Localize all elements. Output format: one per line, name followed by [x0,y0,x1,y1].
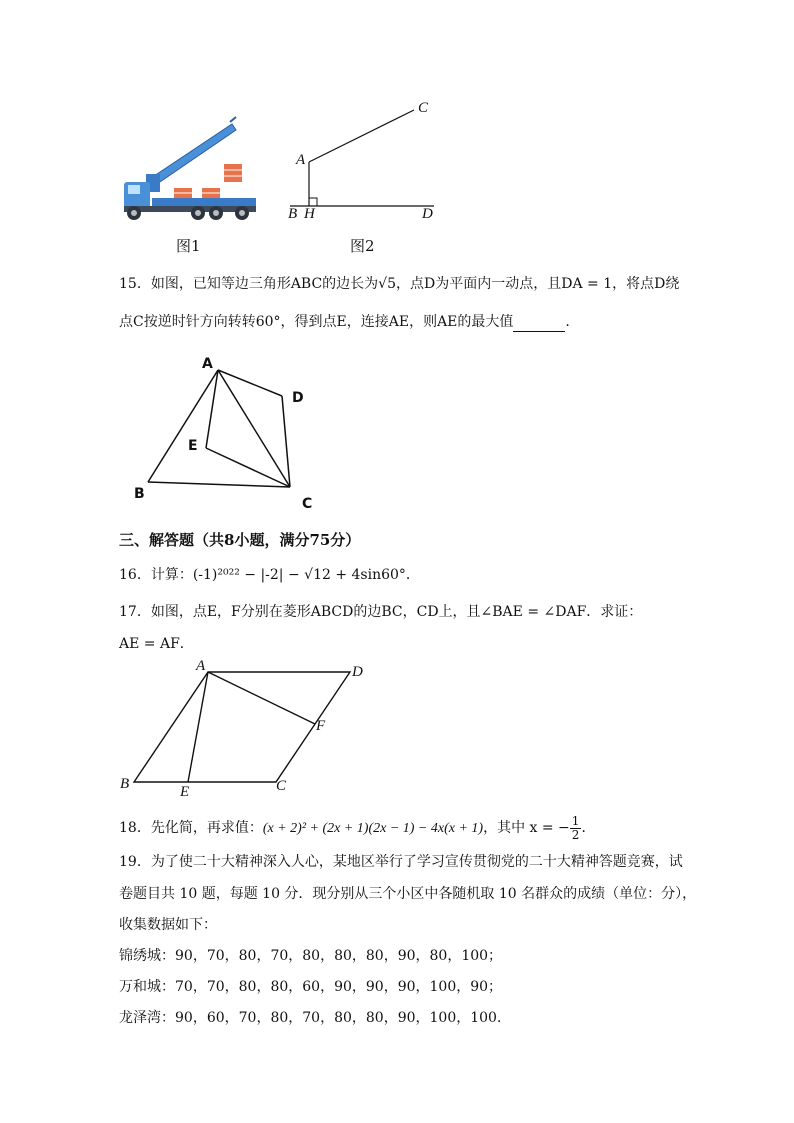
q15-figure [130,350,340,516]
q17-label-c: C [276,778,287,794]
q19-row-name: 龙泽湾 [119,1010,161,1026]
q17-line-2: AE = AF． [119,636,194,652]
q19-line-2: 卷题目共 10 题，每题 10 分．现分别从三个小区中各随机取 10 名群众的成绩（单位：分）， [119,886,697,902]
q17-line-1: 17．如图，点E，F分别在菱形ABCD的边BC，CD上，且∠BAE = ∠DAF．求证： [119,604,643,620]
q15-label-e: E [188,438,198,454]
q18-condition: ，其中 x = − [483,820,570,836]
q18-text [119,814,595,843]
q18-prefix: 18．先化简，再求值： [119,820,263,836]
q17-rhombus-diagram [110,656,380,806]
q18-expression: (x + 2)² + (2x + 1)(2x − 1) − 4x(x + 1) [262,821,484,836]
q15-line-1: 15．如图，已知等边三角形ABC的边长为√5，点D为平面内一动点，且DA = 1，将点D绕 [119,276,680,292]
crane-truck-illustration [112,112,262,224]
q19-line-1: 19．为了使二十大精神深入人心，某地区举行了学习宣传贯彻党的二十大精神答题竞赛，试 [119,854,683,870]
edge-ae [206,370,218,448]
q19-row-values: ：90，60，70，80，70，80，80，90，100，100． [161,1010,511,1026]
fig2-label-c: C [418,100,429,116]
figure-2-geometry [284,96,444,228]
q17-label-e: E [180,784,190,800]
segment-af [208,672,315,724]
q17-label-b: B [120,776,130,792]
edge-ab [148,370,218,482]
figure-1-crane-truck [112,112,262,224]
q15-triangle-diagram [130,350,340,516]
q19-line-3: 收集数据如下： [119,917,217,933]
fig2-label-h: H [304,206,315,222]
q19-row-values: ：90，70，80，70，80，80，80，90，80，100； [161,948,503,964]
fig2-label-d: D [422,206,433,222]
figure-1-caption: 图1 [176,237,201,255]
q15-label-a: A [202,356,213,372]
fig2-label-b: B [288,206,298,222]
q15-line-2-end: . [565,314,570,330]
q15-label-c: C [302,496,313,512]
q18-fraction [570,815,582,842]
answer-blank [513,317,565,332]
q19-row-wanhecheng [119,977,502,997]
fig2-label-a: A [296,152,306,168]
edge-dc [282,396,290,487]
figure-2-caption: 图2 [350,237,375,255]
q19-row-jinxiucheng [119,946,502,966]
q18-frac-den: 2 [571,827,580,842]
edge-bc [148,482,290,487]
edge-ad [218,370,282,396]
q19-row-values: ：70，70，80，80，60，90，90，90，100，90； [161,979,503,995]
q15-line-2-text: 点C按逆时针方向转转60°，得到点E，连接AE，则AE的最大值 [119,314,514,330]
q15-label-d: D [292,390,304,406]
q18-frac-num: 1 [571,813,580,828]
right-angle-mark [309,198,317,206]
q19-row-longzewan [119,1008,511,1028]
q17-label-a: A [196,658,206,674]
q19-row-name: 万和城 [119,979,161,995]
section-3-heading: 三、解答题（共8小题，满分75分） [119,531,361,549]
q15-label-b: B [134,486,145,502]
q16-text: 16．计算：(-1)²⁰²² − |-2| − √12 + 4sin60°． [119,567,420,583]
edge-ac [218,370,290,487]
q17-label-d: D [352,664,363,680]
q15-line-2 [119,312,570,332]
segment-ae [188,672,208,782]
q17-label-f: F [316,718,326,734]
q17-figure [110,656,380,806]
line-ac [309,110,414,162]
q18-end: ． [581,820,596,836]
q19-row-name: 锦绣城 [119,948,161,964]
